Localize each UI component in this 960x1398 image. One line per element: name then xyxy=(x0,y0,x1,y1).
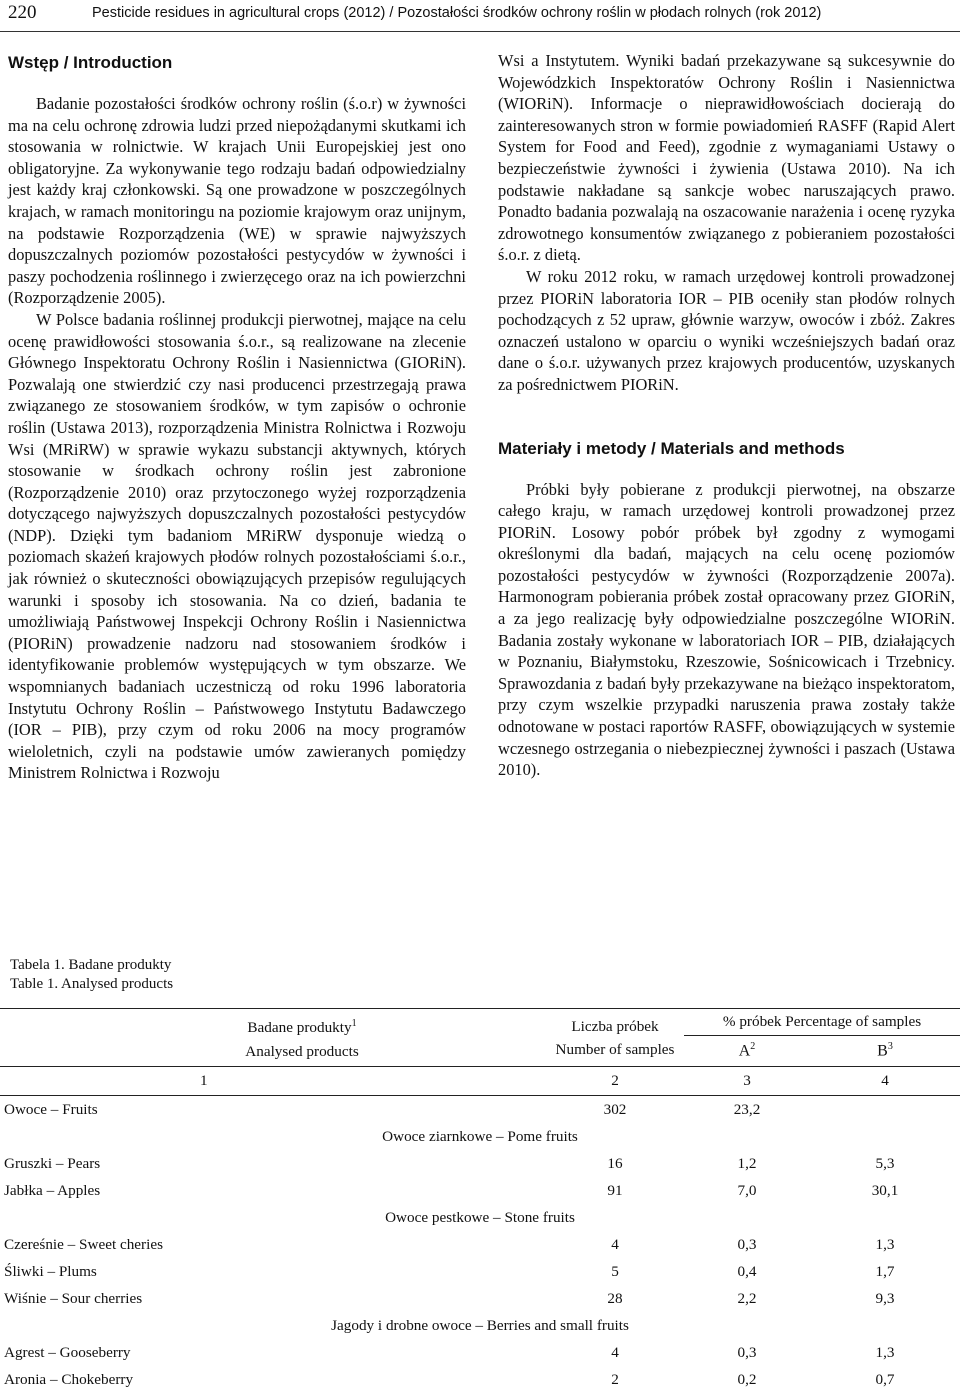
percent-a-cell: 2,2 xyxy=(737,1289,757,1307)
intro-paragraph-4: W roku 2012 roku, w ramach urzędowej kontroli prowadzonej przez PIORiN laboratoria IOR – PIB oceniły stan płodów rolnych pochodzących z 52 upraw, głównie warzyw, owoców i zbóż. Zakres oznaczeń ustalono w oparciu o wyniki wcześniejszych badań oraz dane o ś.o.r. używanych przez krajowych producentów, uzyskanych za pośrednictwem PIORiN. xyxy=(498,266,955,394)
table-group-row xyxy=(0,1123,960,1150)
product-cell: Owoce – Fruits xyxy=(4,1100,98,1118)
colnum-4: 4 xyxy=(810,1067,960,1096)
product-cell: Agrest – Gooseberry xyxy=(4,1343,131,1361)
header-percent: % próbek Percentage of samples xyxy=(684,1009,960,1036)
percent-b-cell xyxy=(810,1096,960,1124)
page-number: 220 xyxy=(8,2,37,23)
header-rule xyxy=(0,31,960,32)
percent-b-cell: 0,7 xyxy=(875,1370,895,1388)
percent-b-cell: 5,3 xyxy=(875,1154,895,1172)
table-row xyxy=(0,1150,960,1177)
product-cell: Jabłka – Apples xyxy=(4,1181,101,1199)
table-row xyxy=(0,1258,960,1285)
spacer xyxy=(8,76,466,93)
table-row xyxy=(0,1366,960,1393)
table-group-row xyxy=(0,1312,960,1339)
product-cell: Czereśnie – Sweet cheries xyxy=(4,1235,163,1253)
running-title: Pesticide residues in agricultural crops (2012) / Pozostałości środków ochrony roślin w płodach rolnych (rok 2012) xyxy=(92,5,822,21)
right-column xyxy=(498,50,955,781)
table-caption-en: Table 1. Analysed products xyxy=(10,976,174,992)
table-group-row xyxy=(0,1204,960,1231)
colnum-2: 2 xyxy=(546,1067,684,1096)
product-cell: Śliwki – Plums xyxy=(4,1262,97,1280)
percent-a-cell: 23,2 xyxy=(733,1100,761,1118)
percent-b-cell: 1,7 xyxy=(875,1262,895,1280)
table-row xyxy=(0,1231,960,1258)
intro-paragraph-1: Badanie pozostałości środków ochrony roślin (ś.o.r) w żywności ma na celu ochronę zdrowia ludzi przed niepożądanymi skutkami ich stosowania w rolnictwie. W krajach Unii Europejskiej jest ono obligatoryjne. Za wykonywanie tego rodzaju badań odpowiedzialny jest każdy kraj członkowski. Są one prowadzone w poszczególnych krajach, w ramach monitoringu na poziomie krajowym oraz unijnym, na podstawie Rozporządzenia (WE) w sprawie najwyższych dopuszczalnych poziomów pozostałości pestycydów w żywności i paszy pochodzenia roślinnego i zwierzęcego oraz na ich powierzchni (Rozporządzenie 2005). xyxy=(8,94,466,308)
methods-paragraph-1: Próbki były pobierane z produkcji pierwotnej, na obszarze całego kraju, w ramach urzędowej kontroli prowadzonej przez PIORiN. Losowy pobór próbek był zgodny z wymogami określonymi dla badań, mających na celu ocenę poziomów pozostałości pestycydów w żywności (Rozporządzenie 2007a). Harmonogram pobierania próbek został opracowany przez GIORiN, a za jego realizację były odpowiedzialne poszczególne WIORiN. Badania zostały wykonane w laboratoriach IOR – PIB, działających w Poznaniu, Białymstoku, Rzeszowie, Sośnicowicach i Trzebnicy. Sprawozdania z badań były przekazywane na bieżąco inspektoratom, przy czym wszelkie przypadki naruszenia prawa zostały także odnotowane w postaci raportów RASFF, obowiązujących w systemie wczesnego ostrzegania o niebezpiecznej żywności i paszach (Ustawa 2010). xyxy=(498,479,955,780)
samples-cell: 4 xyxy=(611,1235,619,1253)
analysed-products-table xyxy=(0,1008,960,1393)
percent-a-cell: 0,3 xyxy=(737,1343,757,1361)
spacer xyxy=(498,462,955,479)
page-header xyxy=(0,0,960,34)
intro-paragraph-2: W Polsce badania roślinnej produkcji pierwotnej, mające na celu ocenę prawidłowości stosowania ś.o.r., są realizowane na zlecenie Głównego Inspektoratu Ochrony Roślin i Nasiennictwa (GIORiN). Pozwalają one stwierdzić czy nasi producenci przestrzegają prawa związanego ze stosowaniem środków, w tym zapisów o ochronie roślin (Ustawa 2013), rozporządzenia Ministra Rolnictwa i Rozwoju Wsi (MRiRW) w sprawie wykazu substancji aktywnych, których stosowanie w środkach ochrony roślin jest zabronione (Rozporządzenie 2010) oraz przytoczonego wyżej rozporządzenia dotyczącego najwyższych dopuszczalnych pozostałości pestycydów (NDP). Dzięki tym badaniom MRiRW dysponuje wiedzą o poziomach skażeń krajowych płodów rolnych pozostałościami ś.o.r., jak również o skuteczności obowiązujących przepisów regulujących warunki i sposoby ich stosowania. Na co dzień, badania te umożliwiają Państwowej Inspekcji Ochrony Roślin i Nasiennictwa (PIORiN) prowadzenie nadzoru nad stosowaniem środków i identyfikowanie problemów występujących w tym obszarze. We wspomnianych badaniach uczestniczą od roku 1996 laboratoria Instytutu Ochrony Roślin – Państwowego Instytutu Badawczego (IOR – PIB), przy czym od roku 2006 na mocy programów wieloletnich, czyli na podstawie umów zawieranych pomiędzy Ministrem Rolnictwa i Rozwoju xyxy=(8,309,466,783)
samples-cell: 16 xyxy=(607,1154,623,1172)
intro-paragraph-3: Wsi a Instytutem. Wyniki badań przekazywane są sukcesywnie do Wojewódzkich Inspektoratów Ochrony Roślin i Nasiennictwa (WIORiN). Informacje o nieprawidłowościach docierają do zainteresowanych stron w formie powiadomień RASFF (Rapid Alert System for Food and Feed), zgodnie z wymaganiami Ustawy o bezpieczeństwie żywności i żywienia (Ustawa 2010). Na ich podstawie nakładane są sankcje wobec naruszających prawo. Ponadto badania pozwalają na oszacowanie narażenia i ocenę ryzyka zdrowotnego konsumentów związanego z pobieraniem pozostałości ś.o.r. z dietą. xyxy=(498,51,955,265)
samples-cell: 2 xyxy=(611,1370,619,1388)
table-caption xyxy=(10,956,173,994)
methods-heading: Materiały i metody / Materials and methods xyxy=(498,438,845,458)
table-header-row xyxy=(0,1009,960,1036)
percent-b-cell: 1,3 xyxy=(875,1343,895,1361)
column-number-row xyxy=(0,1067,960,1096)
table-body xyxy=(0,1096,960,1394)
percent-a-cell: 7,0 xyxy=(737,1181,757,1199)
group-label: Owoce pestkowe – Stone fruits xyxy=(385,1208,575,1226)
spacer xyxy=(498,396,955,436)
samples-cell: 5 xyxy=(611,1262,619,1280)
table-row xyxy=(0,1177,960,1204)
table-row xyxy=(0,1096,960,1124)
product-cell: Gruszki – Pears xyxy=(4,1154,101,1172)
samples-cell: 4 xyxy=(611,1343,619,1361)
header-products: Badane produkty$^1$ Analysed products xyxy=(178,1009,426,1067)
samples-cell: 91 xyxy=(607,1181,623,1199)
percent-b-cell: 30,1 xyxy=(871,1181,899,1199)
percent-b-cell: 9,3 xyxy=(875,1289,895,1307)
table-row xyxy=(0,1339,960,1366)
percent-a-cell: 0,4 xyxy=(737,1262,757,1280)
table-row xyxy=(0,1285,960,1312)
colnum-3: 3 xyxy=(684,1067,810,1096)
group-label: Jagody i drobne owoce – Berries and small fruits xyxy=(331,1316,629,1334)
header-a: $A^2$ xyxy=(738,1041,756,1060)
percent-a-cell: 0,2 xyxy=(737,1370,757,1388)
intro-heading: Wstęp / Introduction xyxy=(8,53,173,72)
colnum-1: 1 xyxy=(178,1067,426,1096)
percent-a-cell: 1,2 xyxy=(737,1154,757,1172)
product-cell: Wiśnie – Sour cherries xyxy=(4,1289,143,1307)
left-column xyxy=(8,50,466,784)
samples-cell: 28 xyxy=(607,1289,623,1307)
table-caption-pl: Tabela 1. Badane produkty xyxy=(10,957,172,973)
header-b: $B^3$ xyxy=(877,1041,893,1060)
percent-b-cell: 1,3 xyxy=(875,1235,895,1253)
samples-cell: 302 xyxy=(603,1100,627,1118)
product-cell: Aronia – Chokeberry xyxy=(4,1370,134,1388)
group-label: Owoce ziarnkowe – Pome fruits xyxy=(382,1127,578,1145)
header-samples: Liczba próbek Number of samples xyxy=(546,1009,684,1067)
percent-a-cell: 0,3 xyxy=(737,1235,757,1253)
